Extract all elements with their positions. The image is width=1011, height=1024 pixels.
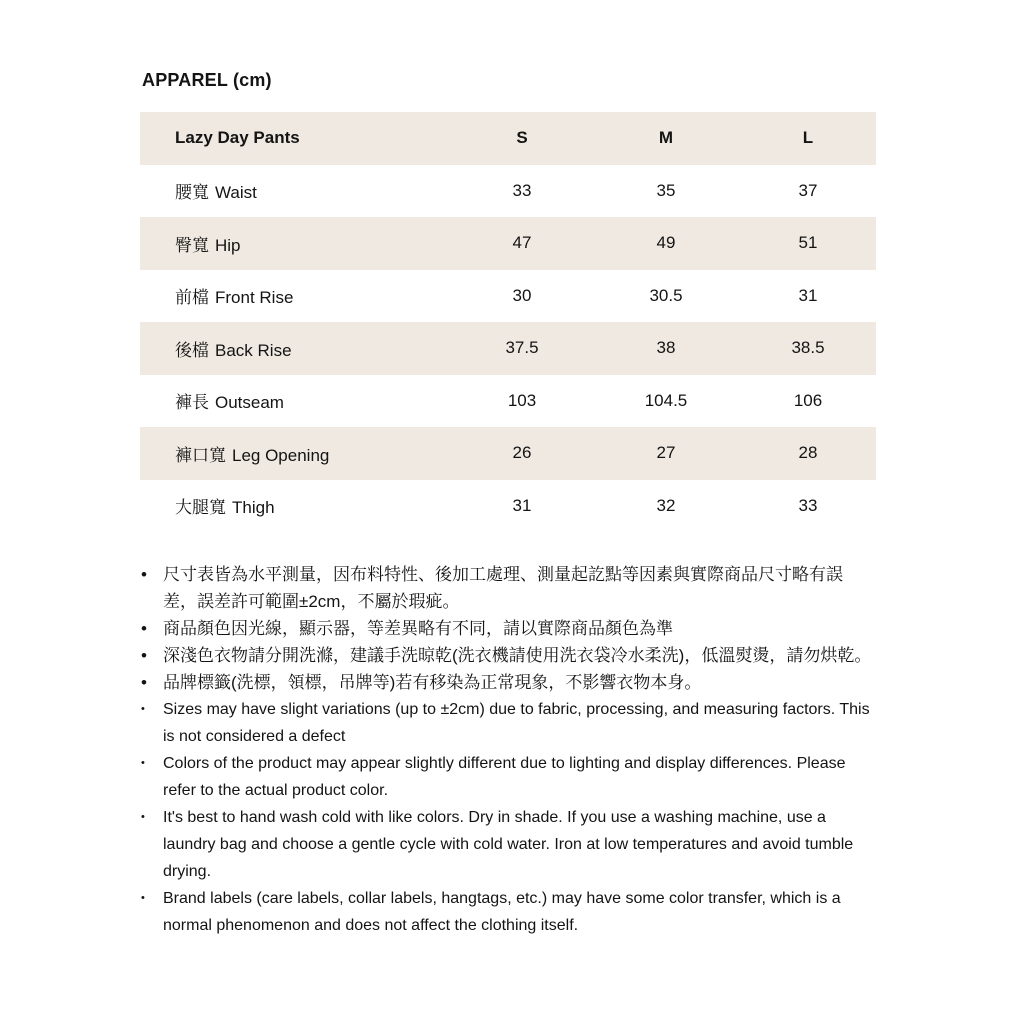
note-en-labels: • Brand labels (care labels, collar labels, hangtags, etc.) may have some color transfer, which is a normal phenomenon and does not affect the clothing itself. <box>140 885 876 939</box>
note-zh-washing: • 深淺色衣物請分開洗滌，建議手洗晾乾(洗衣機請使用洗衣袋冷水柔洗)，低溫熨燙，請勿烘乾。 <box>140 642 876 669</box>
value-m: 35 <box>656 180 676 200</box>
value-m: 30.5 <box>649 285 683 305</box>
value-s: 33 <box>512 180 532 200</box>
value-m: 38 <box>656 338 676 358</box>
value-m: 27 <box>656 443 676 463</box>
table-row-back-rise <box>140 322 876 375</box>
value-l: 51 <box>798 233 818 253</box>
value-l: 33 <box>798 495 818 515</box>
value-m: 32 <box>656 495 676 515</box>
table-row-outseam <box>140 375 876 428</box>
table-row-leg-opening <box>140 427 876 480</box>
note-en-measurement: • Sizes may have slight variations (up to ±2cm) due to fabric, processing, and measuring factors. This is not considered a defect <box>140 696 876 750</box>
row-label: 腰寬 Waist <box>175 183 257 203</box>
value-s: 31 <box>512 495 532 515</box>
page-title: APPAREL (cm) <box>142 70 272 90</box>
table-row-waist <box>140 165 876 218</box>
size-table <box>140 112 876 532</box>
note-zh-labels: • 品牌標籤(洗標，領標，吊牌等)若有移染為正常現象，不影響衣物本身。 <box>140 669 876 696</box>
row-label: 褲口寬 Leg Opening <box>175 445 330 465</box>
note-zh-color: • 商品顏色因光線，顯示器，等差異略有不同，請以實際商品顏色為準 <box>140 615 876 642</box>
note-en-washing: • It's best to hand wash cold with like colors. Dry in shade. If you use a washing machine, use a laundry bag and choose a gentle cycle with cold water. Iron at low temperatures and avoid tumble drying. <box>140 804 876 885</box>
value-s: 30 <box>512 285 532 305</box>
value-s: 26 <box>512 443 532 463</box>
value-l: 38.5 <box>791 338 825 358</box>
care-notes-list <box>140 561 876 939</box>
row-label: 褲長 Outseam <box>175 393 284 413</box>
note-en-color: • Colors of the product may appear slightly different due to lighting and display differences. Please refer to the actual product color. <box>140 750 876 804</box>
value-m: 104.5 <box>644 390 688 410</box>
table-row-hip <box>140 217 876 270</box>
table-row-front-rise <box>140 270 876 323</box>
column-header-m: M <box>658 128 674 148</box>
table-header-row <box>140 112 876 165</box>
column-header-s: S <box>516 128 528 148</box>
row-label: 大腿寬 Thigh <box>175 498 275 518</box>
value-s: 47 <box>512 233 532 253</box>
row-label: 前檔 Front Rise <box>175 288 294 308</box>
product-name: Lazy Day Pants <box>175 128 300 148</box>
note-zh-measurement: • 尺寸表皆為水平測量，因布料特性、後加工處理、測量起訖點等因素與實際商品尺寸略有誤差，誤差許可範圍±2cm，不屬於瑕疵。 <box>140 561 876 615</box>
value-l: 37 <box>798 180 818 200</box>
table-row-thigh <box>140 480 876 533</box>
row-label: 後檔 Back Rise <box>175 340 292 360</box>
value-l: 106 <box>793 390 823 410</box>
value-l: 28 <box>798 443 818 463</box>
value-s: 103 <box>507 390 537 410</box>
content-column <box>140 0 876 939</box>
value-m: 49 <box>656 233 676 253</box>
value-s: 37.5 <box>505 338 539 358</box>
row-label: 臀寬 Hip <box>175 235 241 255</box>
value-l: 31 <box>798 285 818 305</box>
column-header-l: L <box>802 128 814 148</box>
